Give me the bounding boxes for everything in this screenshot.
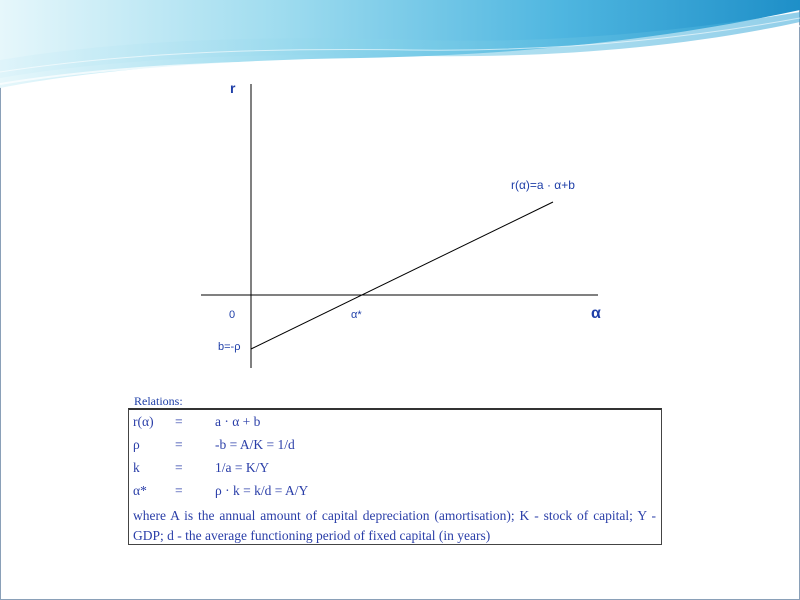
relation-lhs: k (133, 460, 140, 475)
relations-note: where A is the annual amount of capital depreciation (amortisation); K - stock of capital; Y - GDP; d - the average functioning period of fixed capital (in years) (133, 508, 656, 543)
relation-equals: = (175, 437, 183, 452)
x-axis-label: α (591, 305, 601, 322)
relation-lhs: ρ (133, 437, 140, 452)
relation-row (133, 460, 653, 480)
relation-rhs: 1/a = K/Y (215, 460, 270, 475)
relation-rhs: -b = A/K = 1/d (215, 437, 295, 452)
relation-equals: = (175, 483, 183, 498)
relation-row (133, 437, 653, 457)
relation-row (133, 414, 653, 434)
origin-label: 0 (229, 309, 236, 321)
relation-lhs: r(α) (133, 414, 154, 429)
relation-equals: = (175, 414, 183, 429)
relations-title: Relations: (134, 394, 183, 408)
function-line (251, 202, 553, 349)
root-label: α* (351, 309, 362, 321)
relation-equals: = (175, 460, 183, 475)
relations-table (128, 408, 662, 545)
intercept-label: b=-ρ (218, 341, 241, 353)
relation-row (133, 483, 653, 503)
relation-rhs: ρ · k = k/d = A/Y (215, 483, 309, 498)
relation-rhs: a · α + b (215, 414, 261, 429)
line-label: r(α)=a · α+b (511, 178, 575, 192)
relation-lhs: α* (133, 483, 147, 498)
y-axis-label: r (230, 80, 236, 96)
